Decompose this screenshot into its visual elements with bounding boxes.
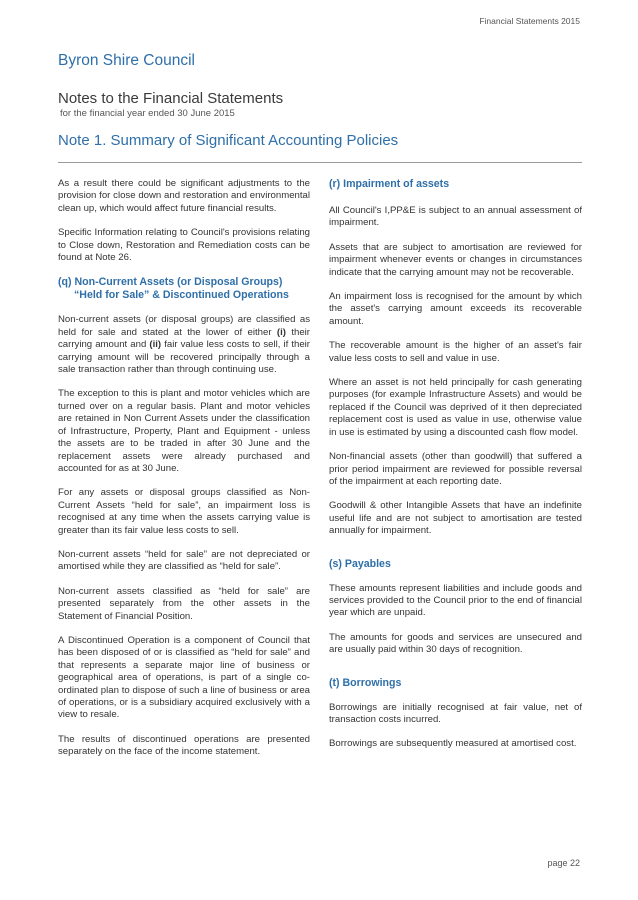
paragraph: Non-current assets “held for sale” are not depreciated or amortised while they are classified as “held for sale”. [58,548,310,573]
paragraph: Borrowings are initially recognised at fair value, net of transaction costs incurred. [329,701,582,725]
section-heading-q: (q) Non-Current Assets (or Disposal Groups) “Held for Sale” & Discontinued Operations [58,276,289,302]
left-column [58,178,310,771]
document-title: Notes to the Financial Statements [58,90,284,107]
bold-marker: (i) [276,326,286,338]
note-title: Note 1. Summary of Significant Accounting Policies [58,132,399,149]
paragraph: Non-financial assets (other than goodwill) that suffered a prior period impairment are reviewed for possible reversal of the impairment at each reporting date. [329,451,582,487]
header-divider [58,162,582,163]
paragraph: Borrowings are subsequently measured at amortised cost. [329,738,577,750]
paragraph: For any assets or disposal groups classified as Non-Current Assets “held for sale”, an impairment loss is recognised at any time when the assets carrying value is greater than its fair value less costs to sell. [58,487,310,536]
paragraph: The results of discontinued operations are presented separately on the face of the income statement. [58,733,310,758]
paragraph: All Council's I,PP&E is subject to an annual assessment of impairment. [329,205,582,229]
paragraph [58,314,310,376]
page-number: page 22 [547,858,580,868]
section-heading-t: (t) Borrowings [329,676,402,689]
text-run: fair value less costs to sell, if their carrying amount will be recovered principally through a sale transaction rather than through continuing use. [58,339,310,376]
text-run: their carrying amount and [58,326,310,351]
paragraph: Goodwill & other Intangible Assets that have an indefinite useful life and are not subject to amortisation are tested annually for impairment. [329,500,582,537]
paragraph: Non-current assets classified as “held for sale” are presented separately from the other assets in the Statement of Financial Position. [58,585,310,622]
paragraph: The recoverable amount is the higher of an asset's fair value less costs to sell and value in use. [329,340,582,364]
paragraph: Assets that are subject to amortisation are reviewed for impairment whenever events or changes in circumstances indicate that the carrying amount may not be recoverable. [329,241,582,278]
right-column [329,178,582,763]
document-subtitle: for the financial year ended 30 June 2015 [60,108,235,119]
section-heading-r: (r) Impairment of assets [329,178,450,190]
paragraph: An impairment loss is recognised for the amount by which the asset's carrying amount exceeds its recoverable amount. [329,291,582,327]
paragraph: A Discontinued Operation is a component of Council that has been disposed of or is classified as “held for sale” and that represents a separate major line of business or geographical area of operations, is part of a single co-ordinated plan to dispose of such a line of business or area of operations, or is a subsidiary acquired exclusively with a view to resale. [58,634,310,721]
organisation-name: Byron Shire Council [58,52,195,69]
paragraph: The amounts for goods and services are unsecured and are usually paid within 30 days of recognition. [329,631,582,656]
section-heading-s: (s) Payables [329,557,391,570]
running-head: Financial Statements 2015 [479,16,580,26]
paragraph: As a result there could be significant adjustments to the provision for close down and restoration and environmental clean up, which would affect future financial results. [58,178,310,214]
paragraph: Specific Information relating to Council's provisions relating to Close down, Restoration and Remediation costs can be found at Note 26. [58,227,310,264]
text-run: Non-current assets (or disposal groups) are classified as held for sale and stated at the lower of either [58,314,310,338]
paragraph: The exception to this is plant and motor vehicles which are turned over on a regular basis. Plant and motor vehicles are retained in Non Current Assets under the classification of Infrastructure, Property, Plant and Equipment - unless the assets are to be traded in after 30 June and the replacement assets were already purchased and accounted for as at 30 June. [58,388,310,474]
paragraph: Where an asset is not held principally for cash generating purposes (for example Infrastructure Assets) and would be replaced if the Council was deprived of it then depreciated replacement cost is used as value in use, otherwise value in use is estimated by using a discounted cash flow model. [329,377,582,438]
bold-marker: (ii) [149,339,162,351]
paragraph: These amounts represent liabilities and include goods and services provided to the Council prior to the end of financial year which are unpaid. [329,582,582,619]
